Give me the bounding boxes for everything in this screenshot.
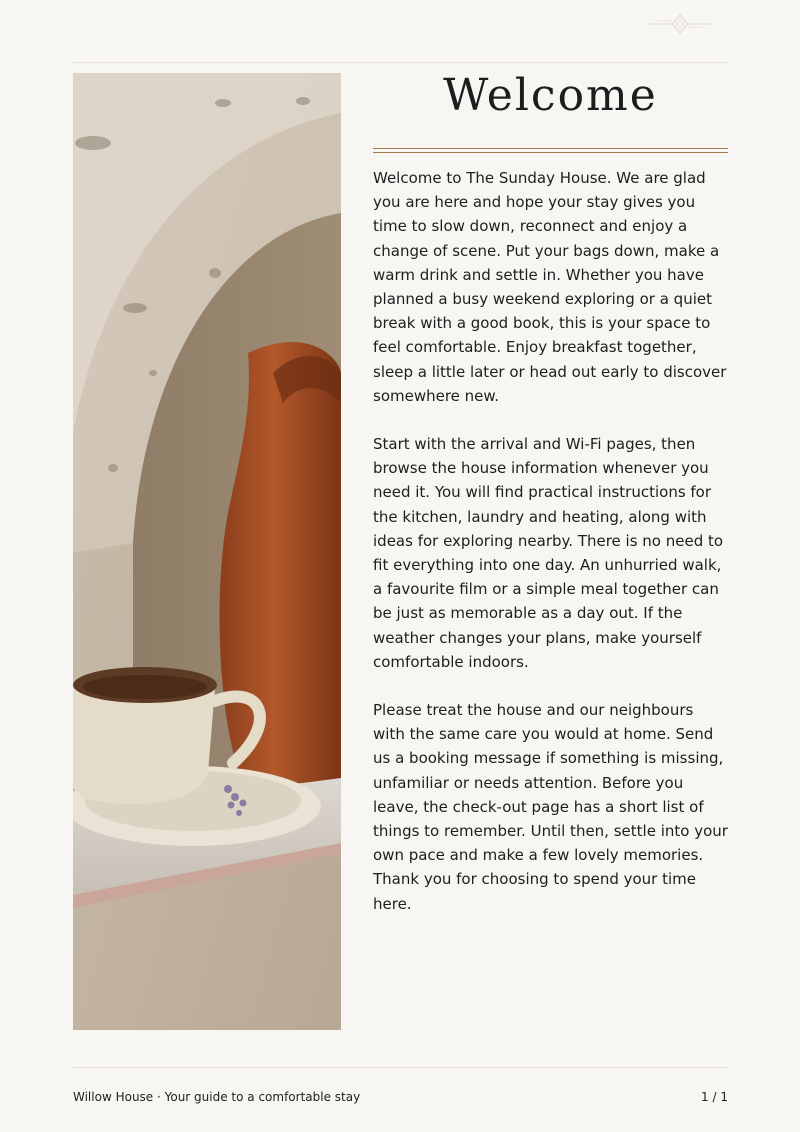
- hero-photo: [73, 73, 341, 1030]
- diamond-ornament-icon: [640, 12, 720, 36]
- paragraph: Start with the arrival and Wi-Fi pages, then browse the house information whenever you need it. You will find practical instructions for the kitchen, laundry and heating, along with ideas for exploring nearby. There is no need to fit everything into one day. An unhurried walk, a favourite film or a simple meal together can be just as memorable as a day out. If the weather changes your plans, make yourself comfortable indoors.: [373, 435, 724, 671]
- paragraph: Please treat the house and our neighbours with the same care you would at home. Send us a booking message if something is missing, unfamiliar or needs attention. Before you leave, the check-out page has a short list of things to remember. Until then, settle into your own pace and make a few lovely memories. Thank you for choosing to spend your time here.: [373, 701, 728, 913]
- footer-caption: Willow House · Your guide to a comfortable stay: [73, 1090, 361, 1104]
- bottom-divider: [72, 1067, 728, 1068]
- paragraph: Welcome to The Sunday House. We are glad you are here and hope your stay gives you time to slow down, reconnect and enjoy a change of scene. Put your bags down, make a warm drink and settle in. Whether you have planned a busy weekend exploring or a quiet break with a good book, this is your space to feel comfortable. Enjoy breakfast together, sleep a little later or head out early to discover somewhere new.: [373, 169, 727, 405]
- welcome-body: [373, 166, 729, 940]
- top-divider: [72, 62, 728, 63]
- page-title: Welcome: [443, 70, 658, 121]
- page-number: 1 / 1: [701, 1090, 728, 1104]
- title-divider: [373, 148, 728, 153]
